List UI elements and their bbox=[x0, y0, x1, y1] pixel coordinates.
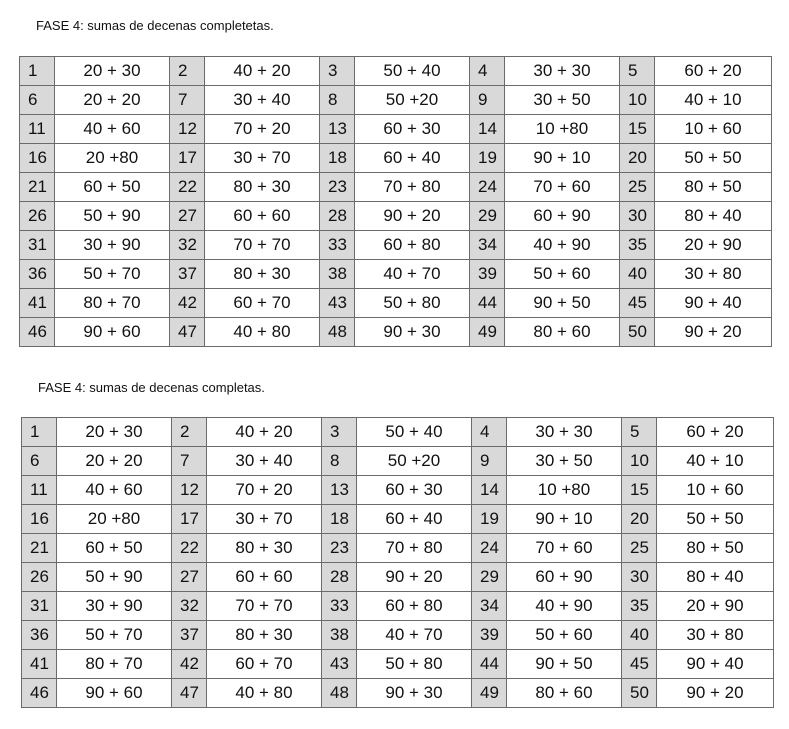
exercise-number: 31 bbox=[20, 231, 55, 260]
table-row bbox=[20, 57, 772, 86]
exercise-number: 33 bbox=[320, 231, 355, 260]
exercise-number: 40 bbox=[622, 621, 657, 650]
exercise-number: 24 bbox=[472, 534, 507, 563]
exercise-number: 15 bbox=[622, 476, 657, 505]
exercise-sum: 70 + 70 bbox=[207, 592, 322, 621]
exercise-number: 7 bbox=[170, 86, 205, 115]
exercise-number: 33 bbox=[322, 592, 357, 621]
exercise-number: 29 bbox=[472, 563, 507, 592]
table-row bbox=[20, 260, 772, 289]
exercise-sum: 80 + 50 bbox=[655, 173, 772, 202]
exercise-number: 26 bbox=[20, 202, 55, 231]
exercise-sum: 50 + 80 bbox=[355, 289, 470, 318]
exercise-sum: 90 + 40 bbox=[655, 289, 772, 318]
exercise-number: 21 bbox=[20, 173, 55, 202]
exercise-sum: 40 + 10 bbox=[657, 447, 774, 476]
exercise-number: 32 bbox=[172, 592, 207, 621]
exercise-sum: 80 + 30 bbox=[207, 534, 322, 563]
exercise-number: 36 bbox=[20, 260, 55, 289]
exercise-sum: 70 + 20 bbox=[205, 115, 320, 144]
exercise-number: 10 bbox=[620, 86, 655, 115]
exercise-sum: 80 + 30 bbox=[207, 621, 322, 650]
exercise-sum: 60 + 50 bbox=[55, 173, 170, 202]
exercise-sum: 60 + 80 bbox=[355, 231, 470, 260]
exercise-sum: 20 + 90 bbox=[657, 592, 774, 621]
exercise-sum: 30 + 70 bbox=[205, 144, 320, 173]
exercise-number: 39 bbox=[472, 621, 507, 650]
table-row bbox=[20, 115, 772, 144]
exercise-sum: 90 + 30 bbox=[355, 318, 470, 347]
exercise-sum: 40 + 70 bbox=[355, 260, 470, 289]
exercise-number: 11 bbox=[20, 115, 55, 144]
exercise-number: 27 bbox=[172, 563, 207, 592]
exercise-number: 1 bbox=[22, 418, 57, 447]
exercise-number: 11 bbox=[22, 476, 57, 505]
exercise-number: 50 bbox=[620, 318, 655, 347]
exercise-sum: 70 + 70 bbox=[205, 231, 320, 260]
exercise-sum: 50 + 90 bbox=[55, 202, 170, 231]
exercise-number: 32 bbox=[170, 231, 205, 260]
exercise-number: 2 bbox=[170, 57, 205, 86]
exercise-sum: 10 + 60 bbox=[657, 476, 774, 505]
exercise-sum: 50 + 50 bbox=[655, 144, 772, 173]
exercise-number: 19 bbox=[472, 505, 507, 534]
exercise-sum: 90 + 30 bbox=[357, 679, 472, 708]
exercise-number: 20 bbox=[620, 144, 655, 173]
exercise-number: 43 bbox=[320, 289, 355, 318]
exercise-sum: 80 + 60 bbox=[507, 679, 622, 708]
exercise-sum: 10 +80 bbox=[505, 115, 620, 144]
exercise-number: 5 bbox=[620, 57, 655, 86]
table-row bbox=[22, 476, 774, 505]
exercise-sum: 80 + 30 bbox=[205, 260, 320, 289]
table-row bbox=[20, 289, 772, 318]
exercise-sum: 70 + 60 bbox=[507, 534, 622, 563]
exercise-number: 26 bbox=[22, 563, 57, 592]
exercise-sum: 80 + 70 bbox=[57, 650, 172, 679]
exercise-number: 28 bbox=[322, 563, 357, 592]
exercise-sum: 50 + 90 bbox=[57, 563, 172, 592]
exercise-sum: 90 + 60 bbox=[57, 679, 172, 708]
exercise-number: 4 bbox=[472, 418, 507, 447]
table-row bbox=[20, 173, 772, 202]
exercise-sum: 30 + 40 bbox=[207, 447, 322, 476]
exercise-number: 1 bbox=[20, 57, 55, 86]
exercise-sum: 50 + 70 bbox=[55, 260, 170, 289]
exercise-number: 22 bbox=[172, 534, 207, 563]
exercise-sum: 40 + 90 bbox=[507, 592, 622, 621]
exercise-number: 37 bbox=[170, 260, 205, 289]
exercise-number: 35 bbox=[620, 231, 655, 260]
exercise-number: 31 bbox=[22, 592, 57, 621]
exercise-number: 35 bbox=[622, 592, 657, 621]
exercise-number: 18 bbox=[320, 144, 355, 173]
exercise-sum: 30 + 80 bbox=[655, 260, 772, 289]
exercise-sum: 60 + 30 bbox=[355, 115, 470, 144]
table-row bbox=[20, 318, 772, 347]
exercise-sum: 80 + 70 bbox=[55, 289, 170, 318]
exercise-number: 2 bbox=[172, 418, 207, 447]
exercise-sum: 90 + 20 bbox=[655, 318, 772, 347]
exercise-number: 42 bbox=[170, 289, 205, 318]
exercise-number: 17 bbox=[170, 144, 205, 173]
exercise-sum: 60 + 60 bbox=[207, 563, 322, 592]
exercise-sum: 70 + 80 bbox=[355, 173, 470, 202]
exercise-number: 13 bbox=[320, 115, 355, 144]
exercise-sum: 60 + 50 bbox=[57, 534, 172, 563]
exercise-number: 38 bbox=[322, 621, 357, 650]
exercise-number: 37 bbox=[172, 621, 207, 650]
exercise-sum: 30 + 50 bbox=[505, 86, 620, 115]
exercise-sum: 20 + 20 bbox=[55, 86, 170, 115]
exercise-sum: 20 +80 bbox=[55, 144, 170, 173]
exercise-sum: 50 + 60 bbox=[507, 621, 622, 650]
exercise-number: 12 bbox=[170, 115, 205, 144]
table-row bbox=[22, 447, 774, 476]
exercise-number: 49 bbox=[470, 318, 505, 347]
exercise-number: 16 bbox=[22, 505, 57, 534]
exercise-sum: 30 + 30 bbox=[505, 57, 620, 86]
exercise-number: 44 bbox=[470, 289, 505, 318]
exercise-sum: 90 + 10 bbox=[505, 144, 620, 173]
exercise-sum: 70 + 80 bbox=[357, 534, 472, 563]
exercise-number: 21 bbox=[22, 534, 57, 563]
exercise-sum: 50 + 70 bbox=[57, 621, 172, 650]
exercise-sum: 20 + 90 bbox=[655, 231, 772, 260]
exercise-sum: 80 + 50 bbox=[657, 534, 774, 563]
exercise-sum: 50 +20 bbox=[357, 447, 472, 476]
exercise-number: 29 bbox=[470, 202, 505, 231]
exercise-number: 46 bbox=[22, 679, 57, 708]
table-row bbox=[22, 592, 774, 621]
exercise-number: 18 bbox=[322, 505, 357, 534]
table-row bbox=[20, 86, 772, 115]
exercise-number: 34 bbox=[470, 231, 505, 260]
exercise-sum: 60 + 90 bbox=[507, 563, 622, 592]
exercise-sum: 20 +80 bbox=[57, 505, 172, 534]
table-row bbox=[20, 231, 772, 260]
exercise-number: 8 bbox=[322, 447, 357, 476]
table-row bbox=[22, 505, 774, 534]
exercise-number: 27 bbox=[170, 202, 205, 231]
table-row bbox=[22, 650, 774, 679]
exercise-sum: 50 + 50 bbox=[657, 505, 774, 534]
exercise-sum: 40 + 90 bbox=[505, 231, 620, 260]
exercise-number: 9 bbox=[472, 447, 507, 476]
exercise-number: 3 bbox=[320, 57, 355, 86]
exercise-sum: 90 + 20 bbox=[355, 202, 470, 231]
exercise-sum: 20 + 30 bbox=[55, 57, 170, 86]
table-row bbox=[22, 563, 774, 592]
exercise-number: 39 bbox=[470, 260, 505, 289]
exercise-number: 14 bbox=[470, 115, 505, 144]
exercise-number: 38 bbox=[320, 260, 355, 289]
exercise-sum: 90 + 60 bbox=[55, 318, 170, 347]
exercise-sum: 50 + 60 bbox=[505, 260, 620, 289]
exercise-number: 30 bbox=[620, 202, 655, 231]
exercise-sum: 20 + 30 bbox=[57, 418, 172, 447]
worksheet-title: FASE 4: sumas de decenas completetas. bbox=[36, 18, 274, 33]
exercise-sum: 90 + 50 bbox=[505, 289, 620, 318]
exercise-number: 4 bbox=[470, 57, 505, 86]
exercise-number: 46 bbox=[20, 318, 55, 347]
exercise-sum: 50 +20 bbox=[355, 86, 470, 115]
table-row bbox=[22, 679, 774, 708]
exercise-number: 45 bbox=[622, 650, 657, 679]
exercise-number: 45 bbox=[620, 289, 655, 318]
exercise-number: 7 bbox=[172, 447, 207, 476]
exercise-number: 41 bbox=[20, 289, 55, 318]
exercise-number: 17 bbox=[172, 505, 207, 534]
table-row bbox=[22, 621, 774, 650]
exercise-number: 5 bbox=[622, 418, 657, 447]
exercise-sum: 10 +80 bbox=[507, 476, 622, 505]
exercise-number: 23 bbox=[320, 173, 355, 202]
exercise-sum: 40 + 60 bbox=[57, 476, 172, 505]
exercise-number: 40 bbox=[620, 260, 655, 289]
exercise-sum: 40 + 20 bbox=[207, 418, 322, 447]
exercise-sum: 20 + 20 bbox=[57, 447, 172, 476]
table-row bbox=[20, 144, 772, 173]
table-row bbox=[22, 534, 774, 563]
exercise-number: 16 bbox=[20, 144, 55, 173]
exercise-sum: 70 + 20 bbox=[207, 476, 322, 505]
exercise-sum: 40 + 80 bbox=[205, 318, 320, 347]
exercise-sum: 90 + 20 bbox=[357, 563, 472, 592]
exercise-number: 25 bbox=[622, 534, 657, 563]
exercise-number: 28 bbox=[320, 202, 355, 231]
exercise-number: 30 bbox=[622, 563, 657, 592]
exercise-number: 13 bbox=[322, 476, 357, 505]
exercise-sum: 80 + 40 bbox=[657, 563, 774, 592]
exercise-number: 22 bbox=[170, 173, 205, 202]
exercise-sum: 50 + 40 bbox=[355, 57, 470, 86]
exercise-number: 9 bbox=[470, 86, 505, 115]
exercise-sum: 40 + 20 bbox=[205, 57, 320, 86]
exercise-sum: 60 + 40 bbox=[355, 144, 470, 173]
exercise-number: 47 bbox=[170, 318, 205, 347]
exercise-sum: 30 + 40 bbox=[205, 86, 320, 115]
exercise-number: 25 bbox=[620, 173, 655, 202]
exercise-sum: 60 + 20 bbox=[655, 57, 772, 86]
exercise-sum: 10 + 60 bbox=[655, 115, 772, 144]
exercise-sum: 80 + 60 bbox=[505, 318, 620, 347]
exercise-number: 50 bbox=[622, 679, 657, 708]
exercise-number: 15 bbox=[620, 115, 655, 144]
exercise-sum: 60 + 30 bbox=[357, 476, 472, 505]
exercise-sum: 40 + 60 bbox=[55, 115, 170, 144]
exercise-sum: 40 + 10 bbox=[655, 86, 772, 115]
exercise-number: 36 bbox=[22, 621, 57, 650]
exercise-sum: 60 + 70 bbox=[205, 289, 320, 318]
exercise-sum: 60 + 20 bbox=[657, 418, 774, 447]
exercise-number: 20 bbox=[622, 505, 657, 534]
exercise-number: 41 bbox=[22, 650, 57, 679]
exercise-table bbox=[21, 417, 774, 708]
exercise-sum: 50 + 40 bbox=[357, 418, 472, 447]
exercise-sum: 30 + 80 bbox=[657, 621, 774, 650]
exercise-sum: 90 + 40 bbox=[657, 650, 774, 679]
exercise-sum: 90 + 10 bbox=[507, 505, 622, 534]
exercise-sum: 90 + 20 bbox=[657, 679, 774, 708]
exercise-number: 23 bbox=[322, 534, 357, 563]
exercise-table bbox=[19, 56, 772, 347]
exercise-sum: 40 + 70 bbox=[357, 621, 472, 650]
exercise-sum: 90 + 50 bbox=[507, 650, 622, 679]
exercise-number: 49 bbox=[472, 679, 507, 708]
exercise-number: 12 bbox=[172, 476, 207, 505]
exercise-number: 6 bbox=[22, 447, 57, 476]
table-row bbox=[22, 418, 774, 447]
exercise-number: 19 bbox=[470, 144, 505, 173]
exercise-number: 42 bbox=[172, 650, 207, 679]
exercise-sum: 60 + 60 bbox=[205, 202, 320, 231]
exercise-number: 44 bbox=[472, 650, 507, 679]
exercise-number: 48 bbox=[322, 679, 357, 708]
exercise-sum: 80 + 30 bbox=[205, 173, 320, 202]
exercise-number: 14 bbox=[472, 476, 507, 505]
exercise-number: 43 bbox=[322, 650, 357, 679]
table-row bbox=[20, 202, 772, 231]
exercise-number: 3 bbox=[322, 418, 357, 447]
exercise-number: 8 bbox=[320, 86, 355, 115]
exercise-sum: 30 + 30 bbox=[507, 418, 622, 447]
exercise-sum: 60 + 40 bbox=[357, 505, 472, 534]
exercise-sum: 30 + 50 bbox=[507, 447, 622, 476]
exercise-sum: 50 + 80 bbox=[357, 650, 472, 679]
exercise-sum: 40 + 80 bbox=[207, 679, 322, 708]
exercise-number: 48 bbox=[320, 318, 355, 347]
exercise-sum: 30 + 90 bbox=[55, 231, 170, 260]
exercise-sum: 60 + 70 bbox=[207, 650, 322, 679]
exercise-number: 34 bbox=[472, 592, 507, 621]
exercise-number: 47 bbox=[172, 679, 207, 708]
exercise-sum: 80 + 40 bbox=[655, 202, 772, 231]
exercise-sum: 30 + 90 bbox=[57, 592, 172, 621]
exercise-sum: 30 + 70 bbox=[207, 505, 322, 534]
exercise-number: 10 bbox=[622, 447, 657, 476]
exercise-sum: 70 + 60 bbox=[505, 173, 620, 202]
exercise-number: 24 bbox=[470, 173, 505, 202]
exercise-number: 6 bbox=[20, 86, 55, 115]
exercise-sum: 60 + 80 bbox=[357, 592, 472, 621]
worksheet-title: FASE 4: sumas de decenas completas. bbox=[38, 380, 265, 395]
exercise-sum: 60 + 90 bbox=[505, 202, 620, 231]
